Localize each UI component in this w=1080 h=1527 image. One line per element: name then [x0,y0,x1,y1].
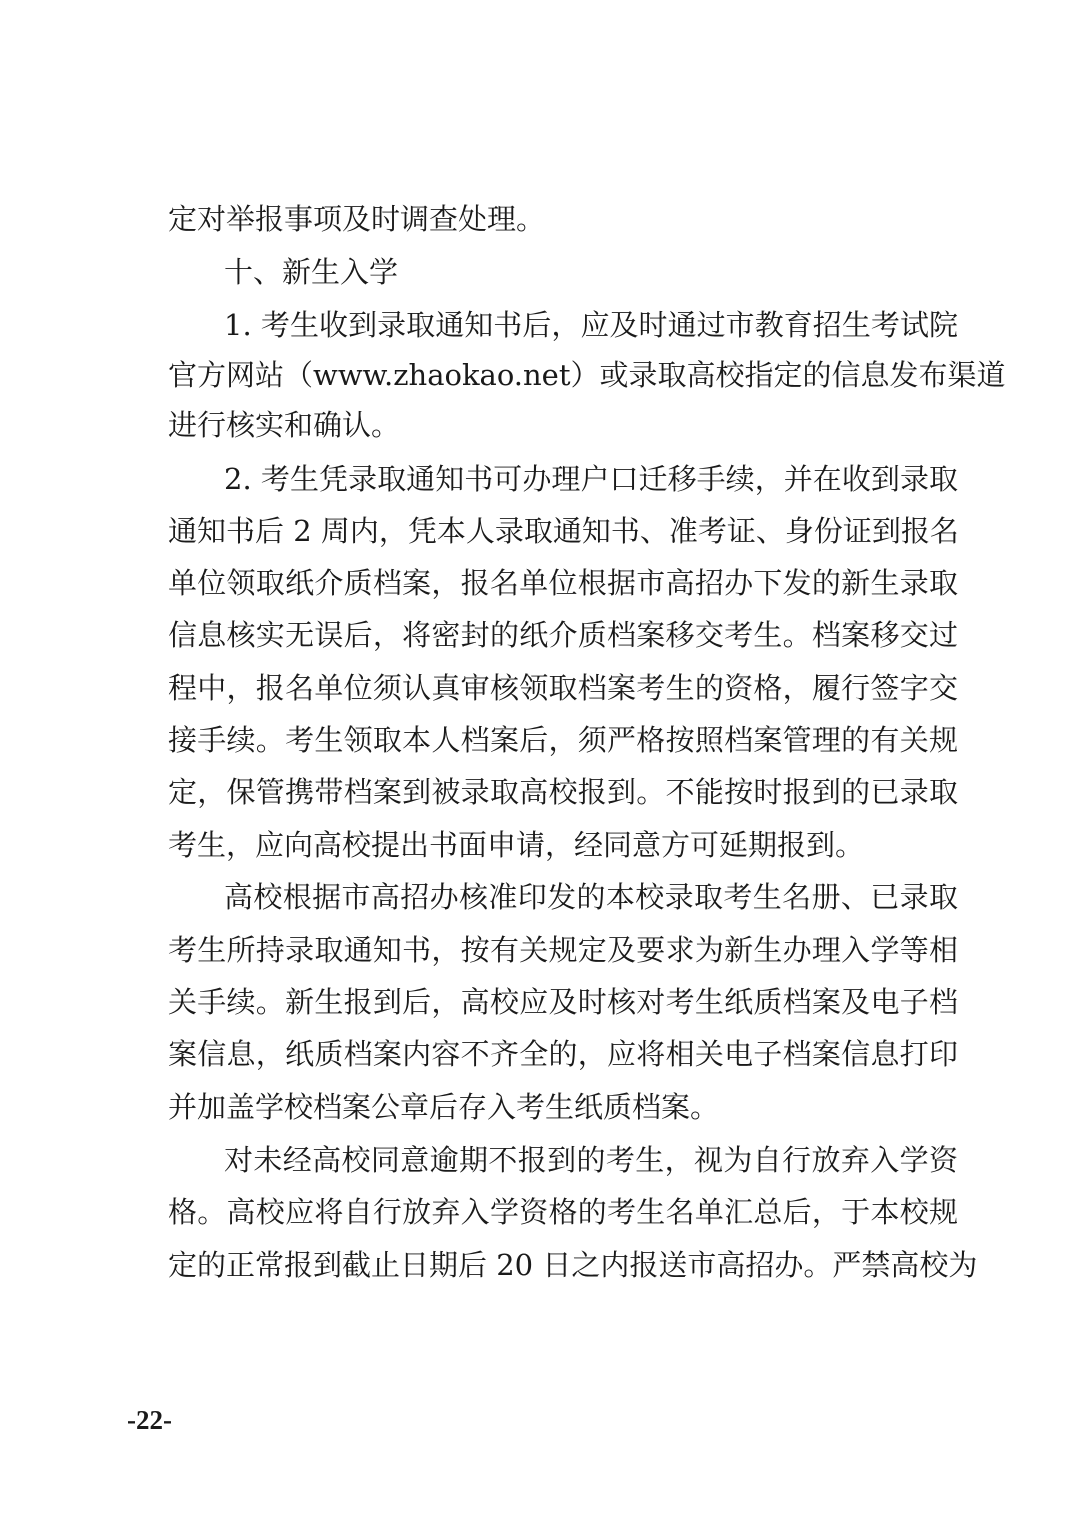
paragraph-1-line-3: 进行核实和确认。 [168,408,401,442]
paragraph-3-line-3: 关手续。新生报到后，高校应及时核对考生纸质档案及电子档 [168,985,958,1019]
section-heading: 十、新生入学 [224,255,399,289]
paragraph-3-line-2: 考生所持录取通知书，按有关规定及要求为新生办理入学等相 [168,933,958,967]
paragraph-4-line-1: 对未经高校同意逾期不报到的考生，视为自行放弃入学资 [224,1143,958,1177]
paragraph-2-line-4: 信息核实无误后，将密封的纸介质档案移交考生。档案移交过 [168,618,958,652]
paragraph-2-line-7: 定，保管携带档案到被录取高校报到。不能按时报到的已录取 [168,775,958,809]
paragraph-4-line-2: 格。高校应将自行放弃入学资格的考生名单汇总后，于本校规 [168,1195,958,1229]
paragraph-2-line-6: 接手续。考生领取本人档案后，须严格按照档案管理的有关规 [168,723,958,757]
paragraph-2-line-5: 程中，报名单位须认真审核领取档案考生的资格，履行签字交 [168,671,958,705]
paragraph-3-line-5: 并加盖学校档案公章后存入考生纸质档案。 [168,1090,720,1124]
paragraph-1-line-1: 1. 考生收到录取通知书后，应及时通过市教育招生考试院 [224,308,958,342]
paragraph-3-line-1: 高校根据市高招办核准印发的本校录取考生名册、已录取 [224,880,958,914]
paragraph-2-line-1: 2. 考生凭录取通知书可办理户口迁移手续，并在收到录取 [224,462,958,496]
continuation-text: 定对举报事项及时调查处理。 [168,202,546,236]
paragraph-3-line-4: 案信息，纸质档案内容不齐全的，应将相关电子档案信息打印 [168,1037,958,1071]
paragraph-2-line-8: 考生，应向高校提出书面申请，经同意方可延期报到。 [168,828,865,862]
paragraph-4-line-3: 定的正常报到截止日期后 20 日之内报送市高招办。严禁高校为 [168,1248,978,1282]
paragraph-2-line-3: 单位领取纸介质档案，报名单位根据市高招办下发的新生录取 [168,566,958,600]
page-number: -22- [127,1405,172,1435]
paragraph-2-line-2: 通知书后 2 周内，凭本人录取通知书、准考证、身份证到报名 [168,514,959,548]
paragraph-1-line-2: 官方网站（www.zhaokao.net）或录取高校指定的信息发布渠道 [168,358,1006,392]
